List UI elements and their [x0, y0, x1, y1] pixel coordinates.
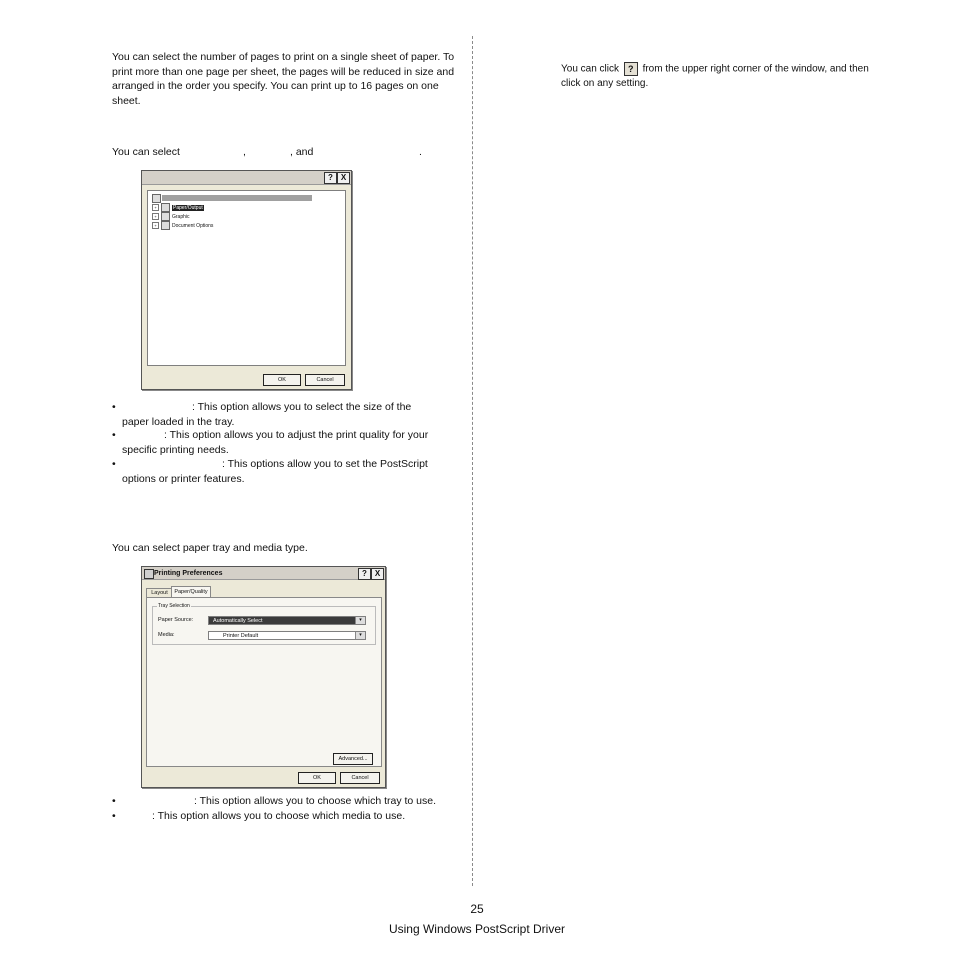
- printer-icon: [144, 569, 154, 579]
- page-number: 25: [470, 902, 484, 916]
- tab-layout[interactable]: Layout: [146, 588, 173, 598]
- document-settings-icon: [152, 194, 161, 203]
- tab-panel: [146, 597, 382, 767]
- ok-button[interactable]: OK: [263, 374, 301, 386]
- bullet-text: : This option allows you to select the size of the paper loaded in the tray.: [122, 401, 412, 428]
- bullet-text: : This option allows you to choose which media to use.: [152, 810, 406, 822]
- select-line-comma: ,: [243, 146, 246, 158]
- tree-root-highlight[interactable]: [162, 195, 312, 201]
- dialog-titlebar: [142, 171, 351, 185]
- dialog-title: Printing Preferences: [154, 570, 223, 577]
- document-options-icon: [161, 221, 170, 230]
- chevron-down-icon[interactable]: ▾: [355, 632, 365, 639]
- paper-source-select[interactable]: [208, 616, 366, 625]
- paper-icon: [161, 203, 170, 212]
- media-value: Printer Default: [223, 633, 259, 639]
- column-divider: [472, 36, 473, 886]
- printing-preferences-dialog: [141, 566, 386, 788]
- bullet-marker: •: [112, 810, 116, 822]
- close-button[interactable]: X: [337, 172, 350, 184]
- select-line: [112, 145, 472, 160]
- intro-paragraph: You can select the number of pages to print on a single sheet of paper. To print more than one page per sheet, the pages will be reduced in size and arranged in the order you specify. You can print up to 16 pages on one sheet.: [112, 51, 455, 107]
- expand-icon[interactable]: +: [152, 213, 159, 220]
- tree-item-paper-output[interactable]: + Paper/Output: [152, 203, 204, 212]
- bullet-text: : This option allows you to choose which tray to use.: [194, 795, 437, 807]
- select-line-and: , and: [290, 146, 314, 158]
- select-line-period: .: [419, 146, 422, 158]
- tree-item-document-options[interactable]: + Document Options: [152, 221, 213, 230]
- help-tip-cont: click on any setting.: [561, 77, 649, 89]
- group-label: Tray Selection: [158, 603, 190, 609]
- expand-icon[interactable]: +: [152, 222, 159, 229]
- close-button[interactable]: X: [371, 568, 384, 580]
- tree-item-graphic[interactable]: + Graphic: [152, 212, 190, 221]
- advanced-options-dialog: [141, 170, 352, 390]
- advanced-button[interactable]: Advanced...: [333, 753, 373, 765]
- expand-icon[interactable]: +: [152, 204, 159, 211]
- paper-paragraph: You can select paper tray and media type.: [112, 542, 308, 554]
- bullet-marker: •: [112, 429, 116, 441]
- paper-source-value: Automatically Select: [213, 618, 263, 624]
- help-button[interactable]: ?: [358, 568, 371, 580]
- list-item: [112, 794, 472, 809]
- help-tip-suffix: from the upper right corner of the window, and then: [642, 63, 869, 75]
- chapter-title: Using Windows PostScript Driver: [388, 922, 566, 936]
- cancel-button[interactable]: Cancel: [340, 772, 380, 784]
- help-button[interactable]: ?: [324, 172, 337, 184]
- select-line-prefix: You can select: [112, 146, 180, 158]
- bullet-text: : This option allows you to adjust the print quality for your specific printing needs.: [122, 429, 429, 456]
- help-tip: [561, 62, 911, 91]
- bullet-marker: •: [112, 795, 116, 807]
- options-tree: [147, 190, 346, 366]
- media-select[interactable]: [208, 631, 366, 640]
- paper-source-label: Paper Source:: [158, 617, 194, 623]
- help-tip-prefix: You can click: [561, 63, 619, 75]
- dialog-titlebar: [142, 567, 385, 580]
- bullet-marker: •: [112, 401, 116, 413]
- chevron-down-icon[interactable]: ▾: [355, 617, 365, 624]
- bullet-text: : This options allow you to set the PostScript options or printer features.: [122, 458, 428, 485]
- list-item: [112, 400, 472, 430]
- ok-button[interactable]: OK: [298, 772, 336, 784]
- media-label: Media:: [158, 632, 175, 638]
- bullet-marker: •: [112, 458, 116, 470]
- cancel-button[interactable]: Cancel: [305, 374, 345, 386]
- graphic-icon: [161, 212, 170, 221]
- list-item: [112, 428, 472, 458]
- list-item: [112, 809, 472, 824]
- tab-paper-quality[interactable]: Paper/Quality: [171, 586, 211, 598]
- help-icon: ?: [624, 62, 638, 76]
- list-item: [112, 457, 472, 487]
